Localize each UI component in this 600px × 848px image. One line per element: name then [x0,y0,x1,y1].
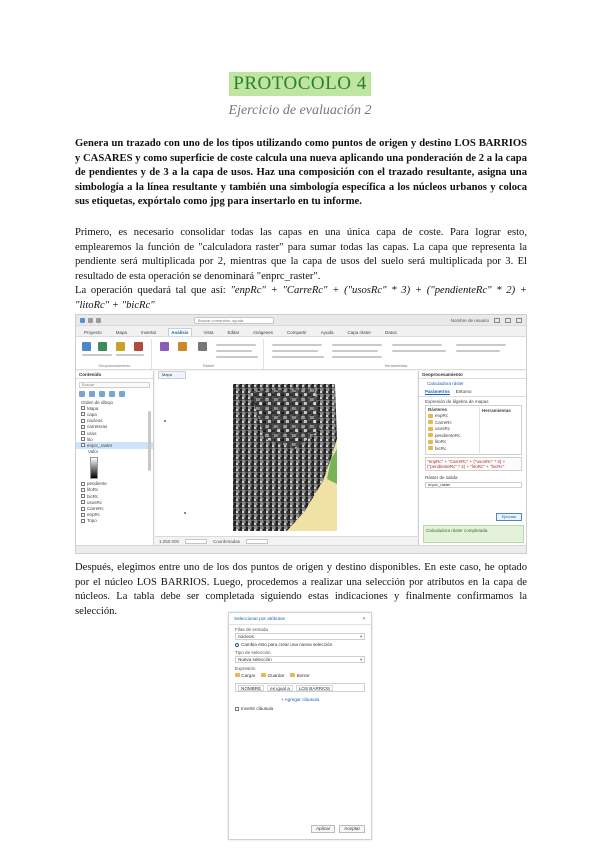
save-icon[interactable] [88,318,93,323]
paragraph-3: Después, elegimos entre uno de los dos puntos de origen y destino disponibles. En este caso, he optado por el núcleo LOS BARRIOS. Luego, procedemos a realizar una selección por atributos en la capa de núcleos. La tabla debe ser completada siguiendo estas indicaciones y finalmente confirmamos la selección. [75,562,527,617]
tab-datos[interactable]: Datos [385,330,397,335]
tab-editar[interactable]: Editar [227,330,240,335]
toc-item[interactable]: Topo [76,518,153,524]
tab-imagenes[interactable]: Imágenes [253,330,274,335]
chevron-down-icon: ▾ [360,656,363,662]
tab-capa-raster[interactable]: Capa ráster [347,330,371,335]
radio-icon[interactable] [235,643,239,647]
tab-insertar[interactable]: Insertar [141,330,157,335]
clear-icon [290,673,295,677]
more-icon[interactable] [119,391,125,397]
ribbon-label-line [216,344,256,346]
raster-list [425,405,522,455]
expression-label: Expresión de álgebra de mapas [425,399,489,404]
clause-field-select[interactable]: NOMBRE [238,685,264,691]
toc-item[interactable]: lito [76,436,153,442]
maximize-icon[interactable] [505,318,511,323]
legend-color-ramp [90,457,98,479]
map-canvas[interactable] [155,379,417,536]
tab-analisis[interactable]: Análisis [168,328,191,336]
undo-icon[interactable] [96,318,101,323]
ribbon-label-line [272,356,324,358]
contents-scrollbar[interactable] [148,411,151,471]
apply-button[interactable]: Aplicar [311,825,335,833]
operators-panel[interactable]: Herramientas [479,407,519,453]
app-body [76,371,527,545]
ribbon-label-line [456,350,500,352]
layer-checkbox[interactable] [81,443,85,447]
output-raster-input[interactable]: enprc_raster [425,482,522,488]
add-clause-button[interactable]: + Agregar cláusula [280,697,320,702]
list-header: Rásteres [428,406,448,412]
filter-icon[interactable] [79,391,85,397]
image-analyst-icon[interactable] [198,342,207,351]
edit-icon[interactable] [109,391,115,397]
load-query-button[interactable]: Cargar [235,673,255,678]
ribbon-label-line [82,354,112,356]
layer-checkbox[interactable] [81,406,85,410]
ribbon-group-label: Ráster [202,364,215,368]
layer-checkbox[interactable] [81,519,85,523]
query-clause [235,683,365,692]
tab-ayuda[interactable]: Ayuda [320,330,334,335]
raster-list-item[interactable]: CarreRc [426,419,521,426]
ribbon-label-line [392,344,442,346]
raster-list-item[interactable]: pendienteRc [426,432,521,439]
layer-checkbox[interactable] [81,425,85,429]
run-button[interactable]: Ejecutar [496,513,522,521]
ribbon-label-line [216,356,258,358]
document-title: PROTOCOLO 4 [229,72,370,96]
close-icon[interactable]: ✕ [362,615,366,621]
toc-item[interactable]: núcleos [76,418,153,424]
title-wrap [0,72,600,96]
toc-item[interactable]: carreteras [76,424,153,430]
expression-label: Expresión [235,666,256,671]
toc-item[interactable]: bicRc [76,493,153,499]
raster-icon [428,446,433,450]
raster-icon [428,414,433,418]
map-view[interactable] [155,371,417,545]
toolbox-icon[interactable] [116,342,125,351]
toc-item[interactable]: litoRc [76,487,153,493]
ribbon [76,336,526,370]
toc-item[interactable]: CarreRc [76,505,153,511]
command-search-input[interactable]: Buscar comandos, ayuda [194,317,274,324]
expression-textbox[interactable]: "enpRc" + "CarreRc" + ("usosRc" * 3) + ("pendienteRc" * 2) + "litoRc" + "bicRc" [425,457,522,471]
raster-icon [428,440,433,444]
toc-item[interactable]: enpRc [76,512,153,518]
tab-proyecto[interactable]: Proyecto [84,330,102,335]
history-icon[interactable] [82,342,91,351]
layer-checkbox[interactable] [81,431,85,435]
toc-item[interactable]: usos [76,430,153,436]
ribbon-label-line [116,354,144,356]
ok-button[interactable]: Aceptar [339,825,365,833]
paragraph-2-prefix: La operación quedará tal que así: [75,285,231,296]
ribbon-label-line [272,350,318,352]
minimize-icon[interactable] [494,318,500,323]
raster-list-item[interactable]: litoRc [426,439,521,446]
layer-checkbox[interactable] [81,488,85,492]
contents-search-input[interactable]: Buscar [79,382,150,388]
app-icon [80,318,85,323]
draw-order-heading: Orden de dibujo [81,399,114,405]
layer-checkbox[interactable] [81,419,85,423]
paragraph-1: Primero, es necesario consolidar todas las capas en una única capa de coste. Para lograr esto, emplearemos la función de "calculadora raster" para sumar todas las capas. La capa que representa la pendiente será multiplicada por 2, mientras que la capa de usos del suelo será multiplicada por 3. El resultado de esta operación se denominará "enprc_raster". [75,227,527,282]
dialog-title: Seleccionar por atributos [234,616,285,621]
map-point [164,420,166,422]
ribbon-label-line [332,356,382,358]
save-icon [261,673,266,677]
ribbon-label-line [272,344,322,346]
radio-label: Cambia esto para crear una nueva selección [241,642,333,647]
coordinates-label: Coordenadas [213,538,241,544]
toc-item[interactable]: usosRc [76,499,153,505]
tab-environments[interactable]: Entorno [455,389,472,394]
geoprocessing-pane [418,371,527,545]
query-toolbar [229,671,371,680]
tab-compartir[interactable]: Compartir [287,330,307,335]
toc-item[interactable]: pendiente [76,481,153,487]
output-label: Ráster de salida [425,475,458,480]
input-rows-value: núcleos [238,634,254,639]
tools-icon[interactable] [134,342,143,351]
toc-item[interactable]: Mapa [76,405,153,411]
legend-value-label: Valor [88,449,99,455]
toc-item-selected[interactable]: enprc_raster [76,442,153,448]
selection-type-value: Nueva selección [238,657,272,662]
ribbon-label-line [216,350,252,352]
tab-vista[interactable]: Vista [203,330,214,335]
map-point [184,512,186,514]
ribbon-tabs [76,326,526,336]
layer-checkbox[interactable] [81,437,85,441]
chevron-down-icon: ▾ [360,633,363,639]
success-message: Calculadora ráster completada. [423,525,524,543]
raster-function-icon[interactable] [160,342,169,351]
raster-list-item[interactable]: bicRc [426,445,521,452]
arcgis-screenshot [75,314,527,554]
spatial-analyst-icon[interactable] [178,342,187,351]
ribbon-label-line [392,350,446,352]
raster-list-item[interactable]: usosRc [426,426,521,433]
coordinates-field [246,539,268,544]
formula: "enpRc" + "CarreRc" + ("usosRc" * 3) + ("pendienteRc" * 2) + "litoRc" + "bicRc" [75,285,527,311]
ribbon-group-geoprocessing [78,339,152,369]
raster-icon [428,433,433,437]
ribbon-label-line [332,344,382,346]
map-tab[interactable]: Mapa [158,371,186,379]
paragraph-2 [75,284,527,313]
folder-icon [235,673,240,677]
invert-clause-label: Invertir cláusula [241,706,274,711]
raster-icon [428,420,433,424]
status-bar [76,545,527,554]
geoprocessing-tabs [419,388,527,397]
scale-input[interactable] [185,539,207,544]
selection-radio[interactable] [229,641,371,648]
layers-icon[interactable] [99,391,105,397]
raster-list-item[interactable]: enpRc [426,413,521,420]
tab-mapa[interactable]: Mapa [115,330,128,335]
selection-type-label: Tipo de selección [235,650,271,655]
input-rows-label: Filas de entrada [235,627,268,632]
clause-value-select[interactable]: LOS BARRIOS [296,685,333,691]
contents-toolbar [79,391,150,397]
input-rows-select[interactable] [235,633,365,640]
ribbon-group-label: Geoprocesamiento [98,364,131,368]
window-titlebar [76,315,526,326]
map-status-bar [155,536,417,545]
ribbon-group-tools [266,339,526,369]
map-scale[interactable]: 1:250.000 [159,538,180,544]
checkbox-icon[interactable] [235,707,239,711]
map-point [262,496,264,498]
layer-checkbox[interactable] [81,412,85,416]
ribbon-label-line [456,344,506,346]
dialog-buttons [311,825,365,833]
task-paragraph: Genera un trazado con uno de los tipos utilizando como puntos de origen y destino LOS BARRIOS y CASARES y como superficie de coste calcula una nueva aplicando una ponderación de 2 a la capa de pendientes y de 3 a la capa de usos. Haz una composición con el trazado resultante, asigna una simbología a la línea resultante y también una simbología específica a los núcleos urbanos y coloca sus etiquetas, expórtalo como jpg para insertarlo en tu informe. [75,138,527,207]
user-name[interactable]: Nombre de usuario [450,317,489,323]
tool-name: Calculadora ráster [427,381,464,386]
tab-parameters[interactable]: Parámetros [425,389,450,394]
clear-query-button[interactable]: Borrar [290,673,309,678]
close-icon[interactable] [516,318,522,323]
toc-item[interactable]: capa [76,411,153,417]
clause-operator-select[interactable]: es igual a [267,685,293,691]
python-icon[interactable] [98,342,107,351]
contents-header: Contenido [76,371,153,379]
contents-pane [76,371,154,545]
layer-checkbox[interactable] [81,507,85,511]
ribbon-group-raster [154,339,264,369]
save-query-button[interactable]: Guardar [261,673,284,678]
layer-checkbox[interactable] [81,482,85,486]
ribbon-group-label: Herramientas [384,364,408,368]
raster-icon [428,427,433,431]
ribbon-label-line [332,350,378,352]
select-by-attributes-dialog [228,612,372,840]
list-icon[interactable] [89,391,95,397]
layer-checkbox[interactable] [81,500,85,504]
layer-checkbox[interactable] [81,494,85,498]
invert-clause-checkbox[interactable] [229,704,371,713]
document-subtitle: Ejercicio de evaluación 2 [228,103,372,118]
layer-checkbox[interactable] [81,513,85,517]
dialog-header [229,613,371,625]
selection-type-select[interactable] [235,656,365,663]
geoprocessing-header: Geoprocesamiento [419,371,527,379]
